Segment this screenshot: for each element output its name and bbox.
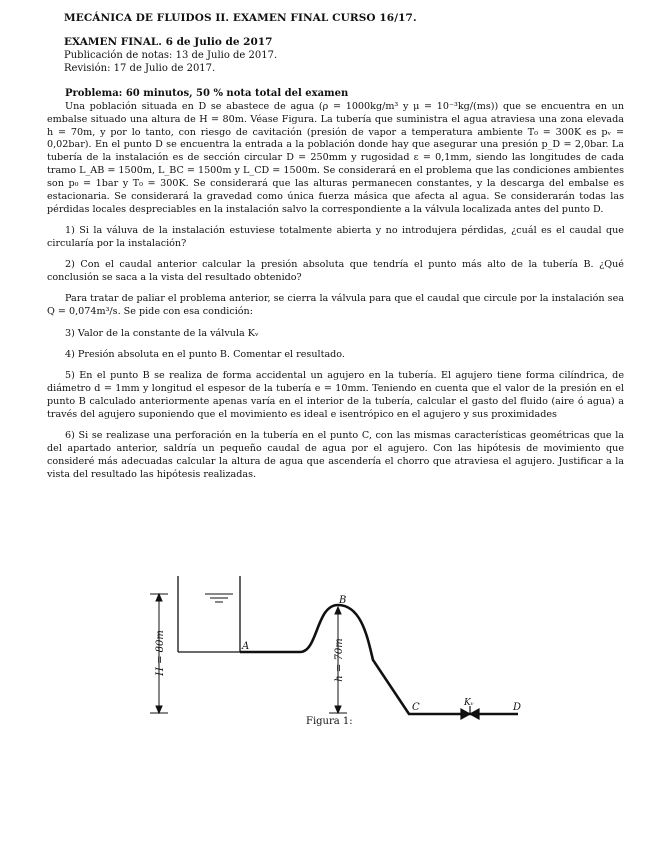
pipeline (240, 605, 518, 714)
exam-date-title: EXAMEN FINAL. 6 de Julio de 2017 (64, 36, 273, 48)
question-3-intro: Para tratar de paliar el problema anterior, se cierra la válvula para que el caudal que circule por la instalación sea Q = 0,074m³/s. Se pide con esa condición: (47, 293, 624, 318)
question-5: 5) En el punto B se realiza de forma accidental un agujero en la tubería. El agujero tiene forma cilíndrica, de diámetro d = 1mm y longitud el espesor de la tubería e = 10mm. Teniendo en cuenta que el valor de la presión en el punto B calculado anteriormente apenas varía en el interior de la tubería, calcular el gasto del fluido (aire ó agua) a través del agujero suponiendo que el movimiento es ideal e isentrópico en el agujero y sus proximidades (47, 370, 624, 420)
height-h-label: h = 70m (334, 638, 345, 682)
question-4: 4) Presión absoluta en el punto B. Comentar el resultado. (65, 348, 345, 360)
reservoir (178, 576, 240, 652)
question-1: 1) Si la váluva de la instalación estuviese totalmente abierta y no introdujera pérdidas, ¿cuál es el caudal que circularía por la instalación? (47, 224, 624, 249)
question-6: 6) Si se realizase una perforación en la tubería en el punto C, con las mismas características geométricas que la del apartado anterior, saldría un pequeño caudal de agua por el agujero. Con las hipótesis de movimiento que consideré más adecuadas calcular la altura de agua que ascendería el chorro que atraviesa el agujero. Justificar a la vista del resultado las hipótesis realizadas. (47, 430, 624, 480)
point-D-label: D (513, 702, 522, 713)
question-3: 3) Valor de la constante de la válvula Kᵥ (65, 327, 259, 339)
point-B-label: B (339, 595, 347, 606)
figure-caption: Figura 1: (306, 716, 353, 727)
valve-label: Kᵥ (464, 698, 475, 708)
question-2: 2) Con el caudal anterior calcular la presión absoluta que tendría el punto más alto de la tubería B. ¿Qué conclusión se saca a la vista del resultado obtenido? (47, 259, 624, 283)
height-H-label: H = 80m (155, 630, 166, 676)
point-C-label: C (412, 702, 420, 713)
exam-title: MECÁNICA DE FLUIDOS II. EXAMEN FINAL CURSO 16/17. (64, 12, 417, 24)
point-A-label: A (242, 641, 250, 652)
problem-title: Problema: 60 minutos, 50 % nota total del examen (65, 88, 349, 99)
water-level-symbol (205, 594, 233, 602)
revision-date: Revisión: 17 de Julio de 2017. (64, 63, 216, 74)
problem-statement: Una población situada en D se abastece de agua (ρ = 1000kg/m³ y μ = 10⁻³kg/(ms)) que se encuentra en un embalse situado una altura de H = 80m. Véase Figura. La tubería que suministra el agua atraviesa una zona elevada h = 70m, y por lo tanto, con riesgo de cavitación (presión de vapor a temperatura ambiente T₀ = 300K es pᵥ = 0,02bar). En el punto D se encuentra la entrada a la población donde hay que asegurar una presión p_D = 2,0bar. La tubería de la instalación es de sección circular D = 250mm y rugosidad ε = 0,1mm, siendo las longitudes de cada tramo L_AB = 1500m, L_BC = 1500m y L_CD = 1500m. Se considerará en el problema que las condiciones ambientes son p₀ = 1bar y T₀ = 300K. Se considerará que las alturas permanecen constantes, y la descarga del embalse es estacionaria. Se considerará la gravedad como única fuerza másica que afecta al agua. Se considerarán todas las pérdidas locales despreciables en la instalación salvo la correspondiente a la válvula localizada antes del punto D. (47, 100, 624, 215)
publication-date: Publicación de notas: 13 de Julio de 2017. (64, 50, 278, 61)
